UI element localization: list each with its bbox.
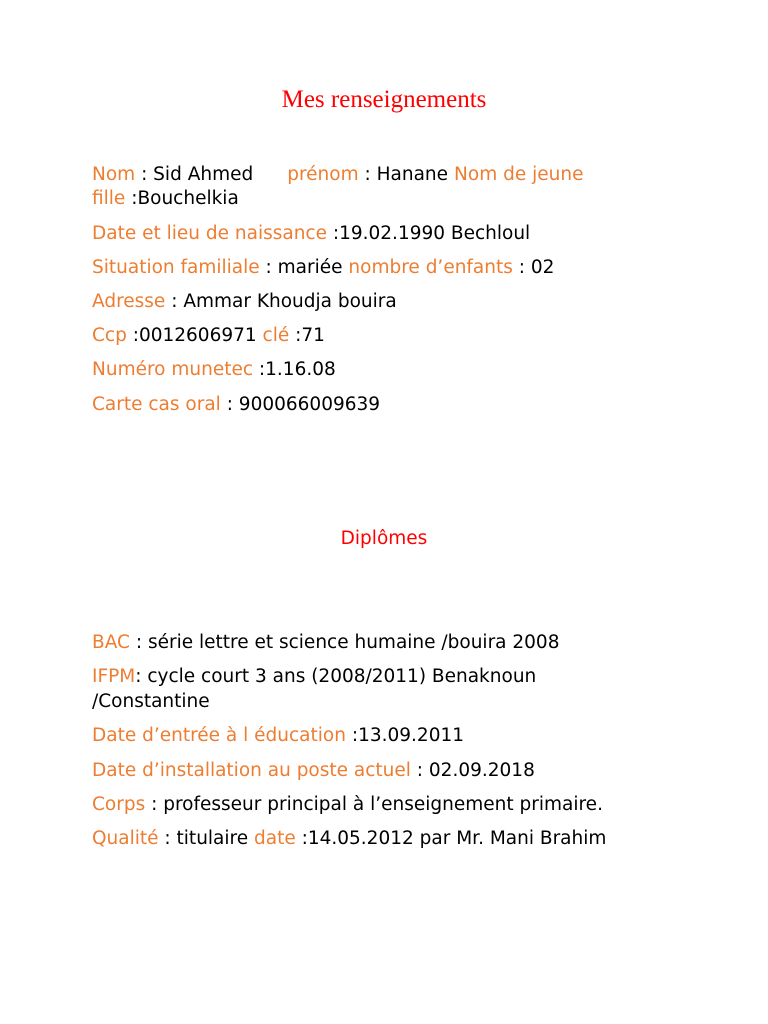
ifpm-label: IFPM xyxy=(92,666,136,687)
ifpm-line-2 xyxy=(92,689,692,714)
jeune-fille-label-1: Nom de jeune xyxy=(454,164,584,185)
corps-label: Corps xyxy=(92,794,146,815)
qualite-value: : titulaire xyxy=(158,828,254,849)
munetec-label: Numéro munetec xyxy=(92,359,254,380)
name-line-2 xyxy=(92,186,692,211)
munetec-line xyxy=(92,357,692,382)
enfants-label: nombre d’enfants xyxy=(348,257,513,278)
date-label: date xyxy=(254,828,296,849)
name-line xyxy=(92,162,692,187)
situation-value: : mariée xyxy=(259,257,349,278)
section-title-diplomes: Diplômes xyxy=(340,528,428,549)
ifpm-value-1: : cycle court 3 ans (2008/2011) Benaknoun xyxy=(135,666,537,687)
corps-value: : professeur principal à l’enseignement primaire. xyxy=(145,794,603,815)
nom-value: : Sid Ahmed xyxy=(135,164,254,185)
prenom-value: : Hanane xyxy=(358,164,449,185)
ifpm-line xyxy=(92,664,692,689)
bac-line xyxy=(92,630,692,655)
qualite-line xyxy=(92,826,692,851)
qualite-label: Qualité xyxy=(92,828,159,849)
naissance-label: Date et lieu de naissance xyxy=(92,223,327,244)
situation-label: Situation familiale xyxy=(92,257,260,278)
entree-value: :13.09.2011 xyxy=(345,725,465,746)
bac-value: : série lettre et science humaine /bouira 2008 xyxy=(129,632,560,653)
corps-line xyxy=(92,792,692,817)
entree-line xyxy=(92,723,692,748)
carte-line xyxy=(92,392,692,417)
date-value: :14.05.2012 par Mr. Mani Brahim xyxy=(295,828,607,849)
ifpm-value-2: /Constantine xyxy=(92,691,210,712)
ccp-line xyxy=(92,323,692,348)
carte-label: Carte cas oral xyxy=(92,394,221,415)
installation-label: Date d’installation au poste actuel xyxy=(92,760,411,781)
carte-value: : 900066009639 xyxy=(220,394,381,415)
jeune-fille-label-2: fille xyxy=(92,188,126,209)
munetec-value: :1.16.08 xyxy=(253,359,336,380)
nom-label: Nom xyxy=(92,164,136,185)
jeune-fille-value: :Bouchelkia xyxy=(125,188,239,209)
adresse-line xyxy=(92,289,692,314)
adresse-label: Adresse xyxy=(92,291,166,312)
entree-label: Date d’entrée à l éducation xyxy=(92,725,346,746)
ccp-label: Ccp xyxy=(92,325,127,346)
installation-line xyxy=(92,758,692,783)
page-title: Mes renseignements xyxy=(281,86,487,113)
cle-value: :71 xyxy=(289,325,325,346)
enfants-value: : 02 xyxy=(512,257,555,278)
prenom-label: prénom xyxy=(287,164,359,185)
ccp-value: :0012606971 xyxy=(126,325,263,346)
naissance-value: :19.02.1990 Bechloul xyxy=(326,223,531,244)
installation-value: : 02.09.2018 xyxy=(410,760,535,781)
adresse-value: : Ammar Khoudja bouira xyxy=(165,291,397,312)
situation-line xyxy=(92,255,692,280)
naissance-line xyxy=(92,221,692,246)
cle-label: clé xyxy=(262,325,290,346)
bac-label: BAC xyxy=(92,632,130,653)
